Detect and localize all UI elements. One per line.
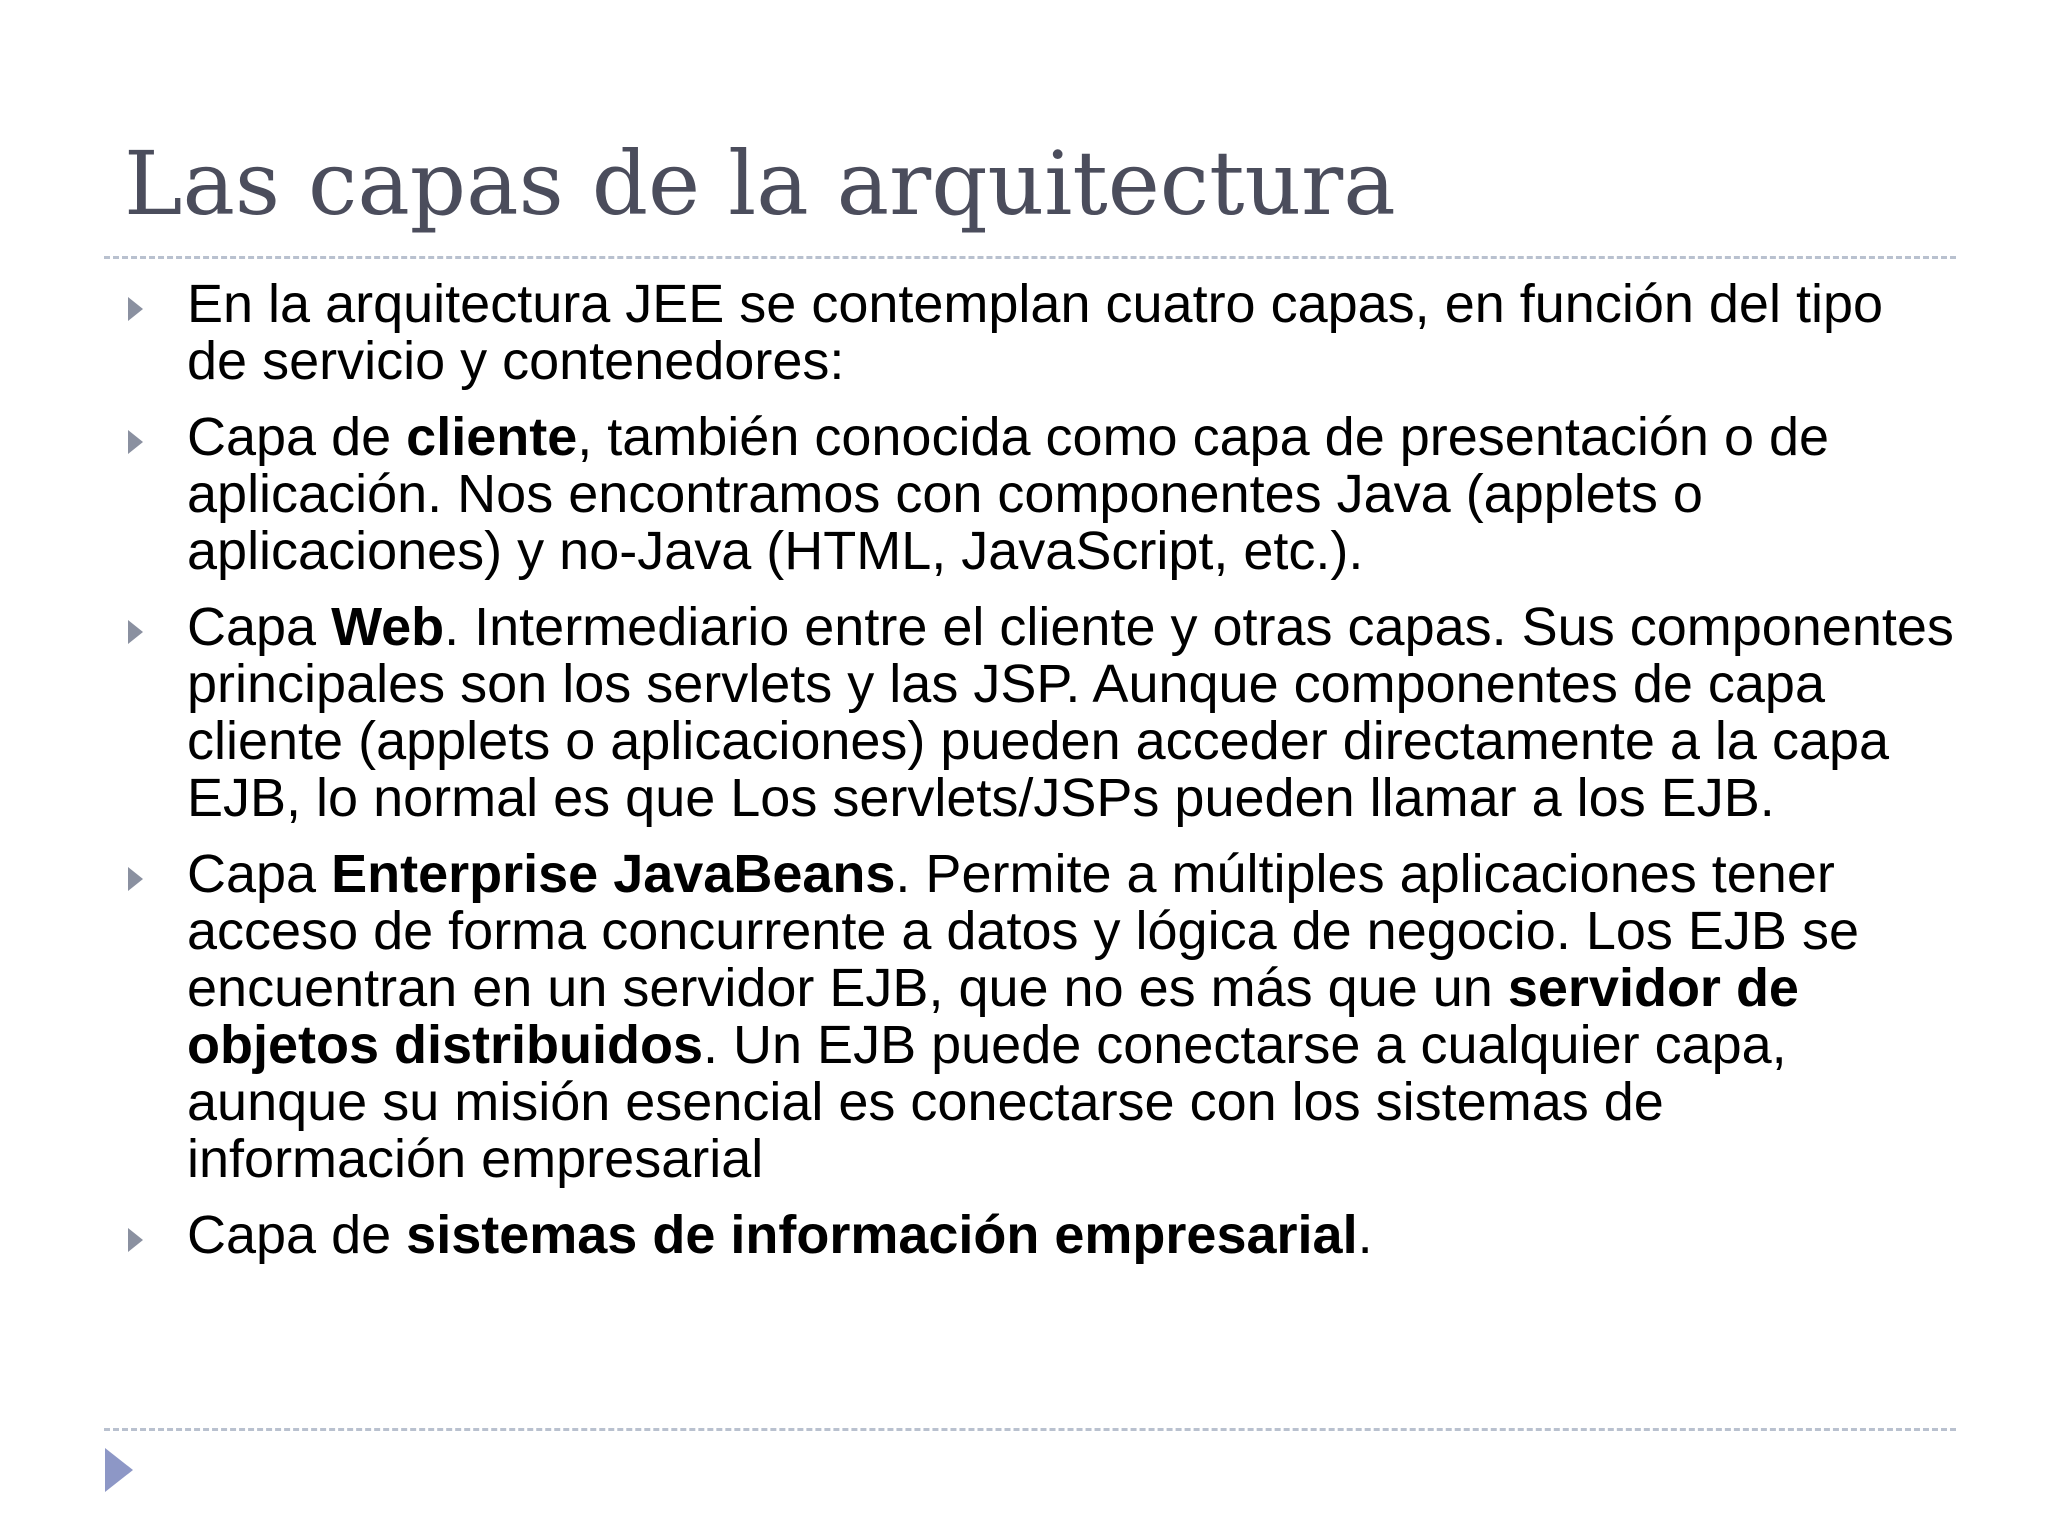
bullet-text-segment: . Intermediario entre el cliente y otras capas. Sus componentes principales son los servlets y las JSP. Aunque componentes de capa cliente (applets o aplicaciones) pueden acceder directamente a la capa EJB, lo normal es que Los servlets/JSPs pueden llamar a los EJB. [187,597,1954,828]
bullet-text-segment: . Un EJB puede conectarse a cualquier capa, aunque su misión esencial es conectarse con los sistemas de información empresarial [187,1015,1787,1189]
title-divider [104,256,1956,259]
bullet-text-emphasis: servidor de objetos distribuidos [187,958,1799,1075]
bullet-text-segment: . [1357,1205,1373,1265]
bullet-text-emphasis: Enterprise JavaBeans [331,844,896,904]
triangle-bullet-icon [128,430,143,454]
bullet-item [124,846,1954,1188]
triangle-bullet-icon [128,297,143,321]
bullet-text [187,597,1954,828]
slide-title: Las capas de la arquitectura [124,132,1396,235]
bullet-text-emphasis: Web [331,597,445,657]
bullet-text-emphasis: cliente [406,407,578,467]
bullet-text-segment: Capa de [187,407,407,467]
bullet-text-emphasis: sistemas de información empresarial [406,1205,1358,1265]
bullet-text-segment: Capa [187,597,332,657]
bullet-item [124,276,1954,390]
bullet-text-segment: Capa [187,844,332,904]
triangle-bullet-icon [128,1228,143,1252]
bullet-item [124,599,1954,827]
bullet-text-segment: . Permite a múltiples aplicaciones tener acceso de forma concurrente a datos y lógica de negocio. Los EJB se encuentran en un servidor EJB, que no es más que un [187,844,1859,1018]
bullet-text [187,274,1883,391]
bullet-text-segment: Capa de [187,1205,407,1265]
bullet-text [187,1205,1373,1265]
footer-divider [104,1428,1956,1431]
play-arrow-icon[interactable] [105,1448,133,1492]
bullet-text-segment: , también conocida como capa de presentación o de aplicación. Nos encontramos con componentes Java (applets o aplicaciones) y no-Java (HTML, JavaScript, etc.). [187,407,1830,581]
bullet-text-segment: En la arquitectura JEE se contemplan cuatro capas, en función del tipo de servicio y contenedores: [187,274,1884,391]
bullet-text [187,407,1829,581]
triangle-bullet-icon [128,867,143,891]
bullet-item [124,409,1954,580]
bullet-text [187,844,1859,1189]
triangle-bullet-icon [128,620,143,644]
bullet-list [124,276,1954,1283]
bullet-item [124,1207,1954,1264]
